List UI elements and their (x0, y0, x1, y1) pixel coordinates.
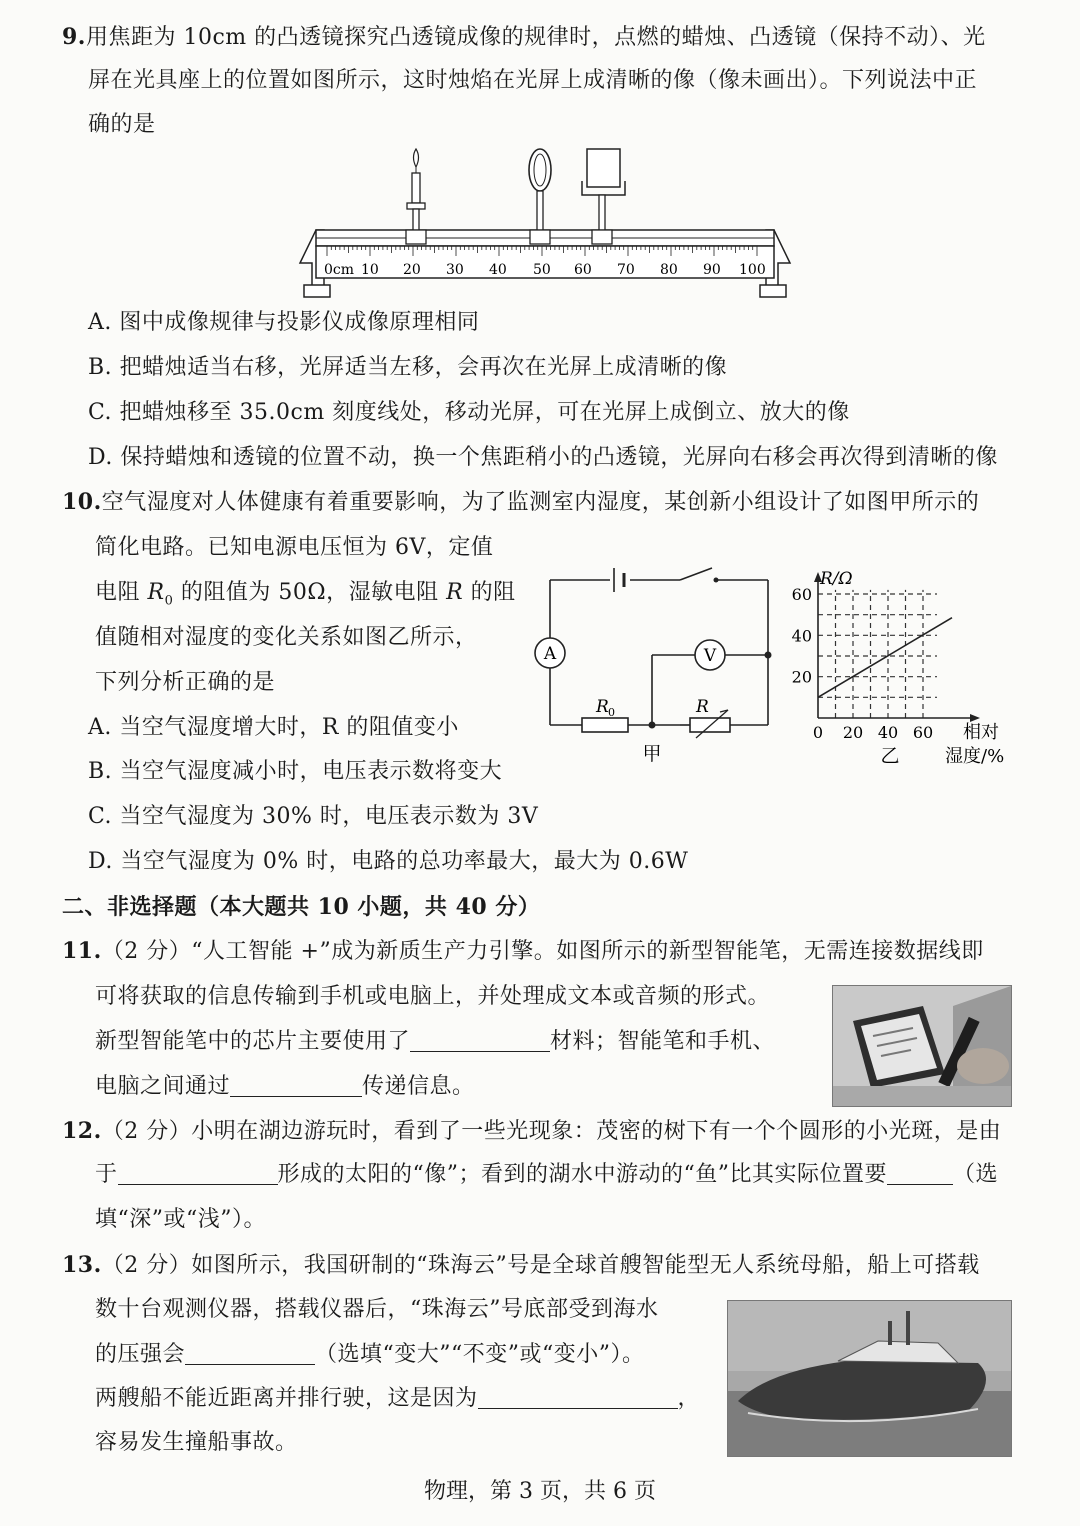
q13-line2: 数十台观测仪器，搭载仪器后，“珠海云”号底部受到海水 (95, 1297, 659, 1322)
q11-text3a: 新型智能笔中的芯片主要使用了 (95, 1029, 411, 1054)
q9-option-a: A. 图中成像规律与投影仪成像原理相同 (88, 310, 480, 335)
q13-text4a: 两艘船不能近距离并排行驶，这是因为 (95, 1386, 478, 1411)
q12-number: 12. (62, 1118, 102, 1144)
circuit-caption: 甲 (642, 743, 662, 765)
bench-tick-50: 50 (533, 262, 551, 278)
r-label: R (696, 697, 709, 717)
q10-text-c: 的阻 (463, 580, 516, 605)
humidity-resistor-r (690, 697, 730, 738)
q9-option-b: B. 把蜡烛适当右移，光屏适当左移，会再次在光屏上成清晰的像 (88, 355, 728, 380)
resistance-humidity-chart (780, 562, 1040, 772)
q13-text3b: （选填“变大”“不变”或“变小”）。 (315, 1342, 645, 1367)
q9-option-c: C. 把蜡烛移至 35.0cm 刻度线处，移动光屏，可在光屏上成倒立、放大的像 (88, 400, 850, 425)
q9-stem-text1: 用焦距为 10cm 的凸透镜探究凸透镜成像的规律时，点燃的蜡烛、凸透镜（保持不动）、光 (85, 25, 986, 50)
q10-option-c: C. 当空气湿度为 30% 时，电压表示数为 3V (88, 804, 539, 829)
q12-line2 (95, 1160, 998, 1190)
ship-photo (727, 1300, 1012, 1457)
q13-text3a: 的压强会 (95, 1342, 186, 1367)
junction-node-2 (765, 652, 772, 659)
q9-stem-line2: 屏在光具座上的位置如图所示，这时烛焰在光屏上成清晰的像（像未画出）。下列说法中正 (88, 68, 978, 93)
chart-series-line (818, 618, 952, 698)
q13-line4 (95, 1384, 700, 1414)
q10-stem-text1: 空气湿度对人体健康有着重要影响，为了监测室内湿度，某创新小组设计了如图甲所示的 (101, 490, 980, 515)
chart-y-tick-60: 60 (791, 585, 812, 604)
q10-text-a: 电阻 (95, 580, 148, 605)
voltmeter-label: V (703, 646, 717, 666)
q11-line1 (62, 936, 984, 967)
q13-number: 13. (62, 1252, 102, 1278)
bench-tick-100: 100 (739, 262, 766, 278)
chart-x-tick-0: 0 (812, 723, 824, 742)
q12-blank-reason[interactable] (118, 1162, 278, 1185)
chart-x-tick-60: 60 (912, 723, 934, 742)
q11-blank-signal[interactable] (230, 1074, 362, 1097)
bench-tick-10: 10 (361, 262, 379, 278)
smart-pen-photo (832, 985, 1012, 1107)
chart-x-label-line1: 相对 (963, 722, 999, 743)
q10-stem-line5: 下列分析正确的是 (95, 670, 276, 695)
q11-blank-material[interactable] (410, 1029, 550, 1052)
q12-text2a: 于 (95, 1162, 118, 1187)
q12-blank-depth[interactable] (887, 1162, 953, 1185)
chart-x-tick-40: 40 (877, 723, 899, 742)
switch-contact (714, 578, 719, 583)
bench-tick-70: 70 (617, 262, 635, 278)
q11-line2: 可将获取的信息传输到手机或电脑上，并处理成文本或音频的形式。 (95, 984, 771, 1009)
q13-text1: （2 分）如图所示，我国研制的“珠海云”号是全球首艘智能型无人系统母船，船上可搭载 (101, 1253, 980, 1278)
q9-stem-line3: 确的是 (88, 112, 156, 137)
q10-r-symbol: R (446, 580, 464, 605)
q13-blank-reason[interactable] (478, 1386, 678, 1409)
q11-line4 (95, 1072, 475, 1102)
q10-r0-symbol: R (147, 580, 165, 605)
q13-line3 (95, 1340, 645, 1370)
q11-text4b: 传递信息。 (362, 1074, 475, 1099)
bench-tick-0: 0cm (324, 262, 355, 278)
circuit-wires (550, 568, 768, 725)
page-footer: 物理，第 3 页，共 6 页 (424, 1479, 656, 1504)
chart-y-tick-40: 40 (791, 626, 812, 646)
q13-line5: 容易发生撞船事故。 (95, 1430, 298, 1455)
bench-tick-20: 20 (403, 262, 421, 278)
optical-bench-figure (290, 145, 800, 300)
q10-stem-line4: 值随相对湿度的变化关系如图乙所示， (95, 625, 478, 650)
bench-tick-60: 60 (574, 262, 592, 278)
chart-x-axis-arrow (970, 714, 980, 722)
section-2-title: 二、非选择题（本大题共 10 小题，共 40 分） (62, 894, 541, 920)
chart-y-label: R/Ω (820, 569, 853, 589)
q11-number: 11. (62, 938, 102, 964)
q11-line3 (95, 1027, 775, 1057)
ship-illustration (728, 1301, 1011, 1456)
q10-option-a: A. 当空气湿度增大时，R 的阻值变小 (88, 715, 459, 740)
bench-tick-40: 40 (489, 262, 507, 278)
resistor-r0 (582, 697, 628, 732)
q12-line1 (62, 1116, 1001, 1147)
ammeter (535, 638, 565, 668)
chart-x-label-line2: 湿度/% (945, 746, 1005, 767)
q10-option-b: B. 当空气湿度减小时，电压表示数将变大 (88, 759, 503, 784)
r0-label-sub: 0 (608, 706, 615, 719)
battery-symbol (614, 568, 624, 592)
q10-stem-line2: 简化电路。已知电源电压恒为 6V，定值 (95, 535, 494, 560)
q9-option-d: D. 保持蜡烛和透镜的位置不动，换一个焦距稍小的凸透镜，光屏向右移会再次得到清晰的像 (88, 445, 998, 470)
convex-lens (529, 149, 551, 244)
q10-text-b: 的阻值为 50Ω，湿敏电阻 (173, 580, 447, 605)
chart-x-tick-20: 20 (842, 723, 864, 742)
q11-text3b: 材料；智能笔和手机、 (550, 1029, 776, 1054)
voltmeter (695, 640, 725, 670)
candle (406, 149, 426, 244)
q10-stem-line3 (95, 578, 516, 616)
q13-blank-pressure[interactable] (185, 1342, 315, 1365)
ammeter-label: A (543, 644, 557, 664)
q12-text2c: （选 (953, 1162, 999, 1187)
bench-tick-90: 90 (703, 262, 721, 278)
q10-r0-subscript: 0 (164, 593, 174, 609)
q11-text1: （2 分）“人工智能 +”成为新质生产力引擎。如图所示的新型智能笔，无需连接数据线即 (101, 939, 984, 964)
q12-text2b: 形成的太阳的“像”；看到的湖水中游动的“鱼”比其实际位置要 (277, 1162, 888, 1187)
q10-option-d: D. 当空气湿度为 0% 时，电路的总功率最大，最大为 0.6W (88, 849, 689, 874)
r0-label: R (596, 697, 609, 717)
q11-text4a: 电脑之间通过 (95, 1074, 231, 1099)
chart-grid (818, 590, 937, 718)
q13-text4b: ， (677, 1386, 701, 1411)
chart-caption: 乙 (880, 745, 900, 767)
q12-line3: 填“深”或“浅”）。 (95, 1207, 266, 1232)
q9-stem-line1 (62, 22, 986, 53)
circuit-diagram (530, 560, 780, 770)
bench-tick-30: 30 (446, 262, 464, 278)
smart-pen-illustration (833, 986, 1011, 1106)
chart-y-tick-20: 20 (791, 667, 812, 687)
q9-number: 9. (62, 24, 86, 50)
bench-tick-80: 80 (660, 262, 678, 278)
q12-text1: （2 分）小明在湖边游玩时，看到了一些光现象：茂密的树下有一个个圆形的小光斑，是由 (101, 1119, 1002, 1144)
junction-node-1 (649, 722, 656, 729)
q10-number: 10. (62, 489, 102, 515)
q10-stem-line1 (62, 487, 979, 518)
q13-line1 (62, 1250, 980, 1281)
